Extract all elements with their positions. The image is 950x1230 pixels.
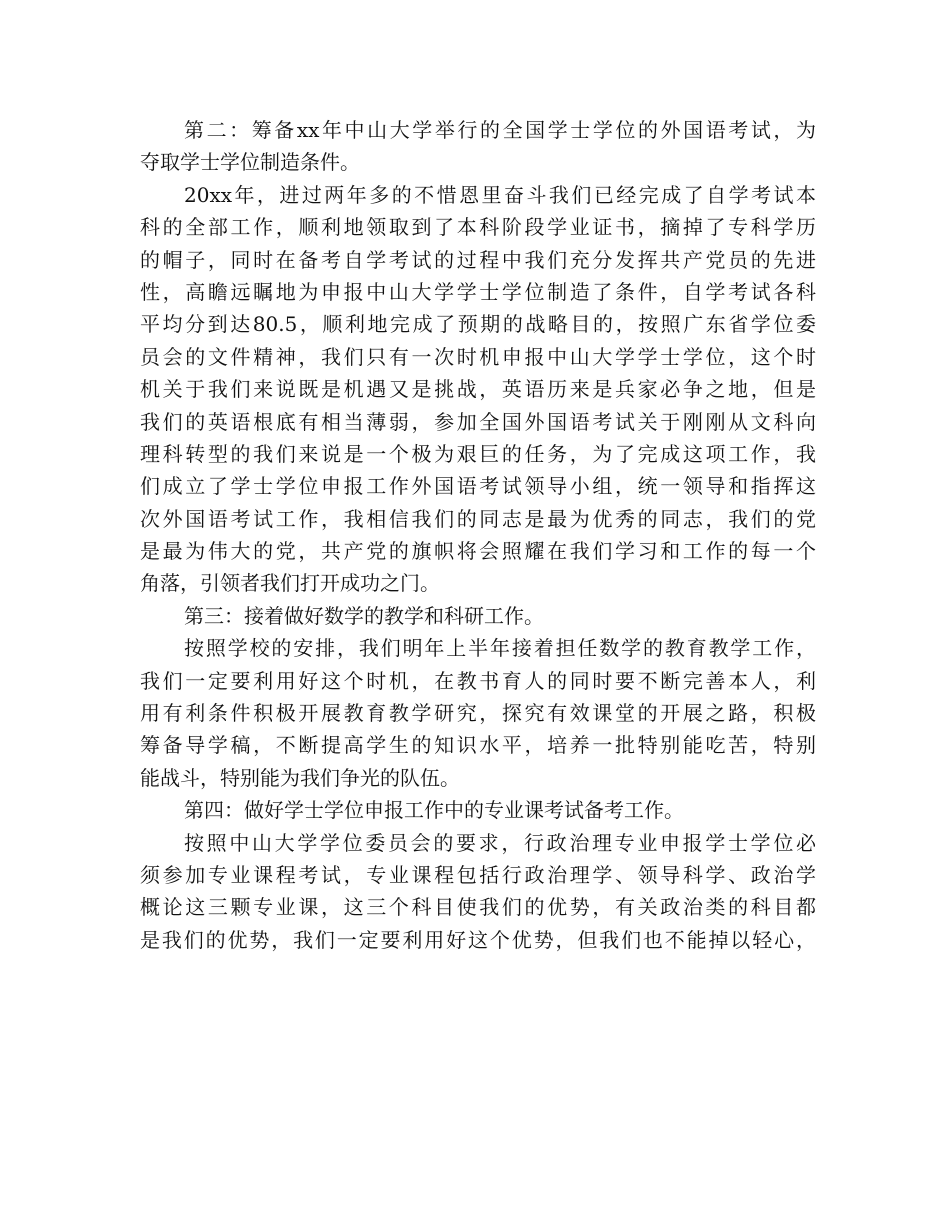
text-line: 角落，引领者我们打开成功之门。 <box>140 571 440 596</box>
paragraph-heading-4 <box>140 794 816 826</box>
paragraph-body-4 <box>140 827 816 957</box>
text-line: 理科转型的我们来说是一个极为艰巨的任务，为了完成这项工作，我 <box>140 441 816 466</box>
text-line: 我们的英语根底有相当薄弱，参加全国外国语考试关于刚刚从文科向 <box>140 409 816 434</box>
text-line: 机关于我们来说既是机遇又是挑战，英语历来是兵家必争之地，但是 <box>140 377 816 402</box>
paragraph-heading-3 <box>140 600 816 632</box>
text-line: 20xx年，进过两年多的不惜恩里奋斗我们已经完成了自学考试本 <box>184 182 816 207</box>
text-line: 筹备导学稿，不断提高学生的知识水平，培养一批特别能吃苦，特别 <box>140 733 816 758</box>
text-line: 次外国语考试工作，我相信我们的同志是最为优秀的同志，我们的党 <box>140 506 816 531</box>
text-line: 平均分到达80.5，顺利地完成了预期的战略目的，按照广东省学位委 <box>140 312 816 337</box>
text-line: 第二：筹备xx年中山大学举行的全国学士学位的外国语考试，为 <box>184 118 816 142</box>
text-line: 我们一定要利用好这个时机，在教书育人的同时要不断完善本人，利 <box>140 668 816 693</box>
text-line: 员会的文件精神，我们只有一次时机申报中山大学学士学位，这个时 <box>140 344 816 369</box>
paragraph-body-2 <box>140 179 816 600</box>
text-line: 概论这三颗专业课，这三个科目使我们的优势，有关政治类的科目都 <box>140 895 816 920</box>
text-line: 夺取学士学位制造条件。 <box>140 150 360 175</box>
paragraph-body-3 <box>140 632 816 794</box>
text-line: 第四：做好学士学位申报工作中的专业课考试备考工作。 <box>184 798 684 823</box>
text-line: 的帽子，同时在备考自学考试的过程中我们充分发挥共产党员的先进 <box>140 247 816 272</box>
text-line: 是我们的优势，我们一定要利用好这个优势，但我们也不能掉以轻心， <box>140 927 816 952</box>
text-line: 用有利条件积极开展教育教学研究，探究有效课堂的开展之路，积极 <box>140 701 816 726</box>
text-line: 性，高瞻远瞩地为申报中山大学学士学位制造了条件，自学考试各科 <box>140 279 816 304</box>
text-line: 须参加专业课程考试，专业课程包括行政治理学、领导科学、政治学 <box>140 862 816 887</box>
paragraph-heading-2 <box>140 114 816 179</box>
document-body <box>140 114 816 956</box>
text-line: 是最为伟大的党，共产党的旗帜将会照耀在我们学习和工作的每一个 <box>140 539 816 564</box>
text-line: 科的全部工作，顺利地领取到了本科阶段学业证书，摘掉了专科学历 <box>140 215 816 240</box>
text-line: 第三：接着做好数学的教学和科研工作。 <box>184 603 544 628</box>
text-line: 们成立了学士学位申报工作外国语考试领导小组，统一领导和指挥这 <box>140 474 816 499</box>
text-line: 按照学校的安排，我们明年上半年接着担任数学的教育教学工作， <box>184 636 816 661</box>
text-line: 按照中山大学学位委员会的要求，行政治理专业申报学士学位必 <box>184 830 816 855</box>
text-line: 能战斗，特别能为我们争光的队伍。 <box>140 765 460 790</box>
